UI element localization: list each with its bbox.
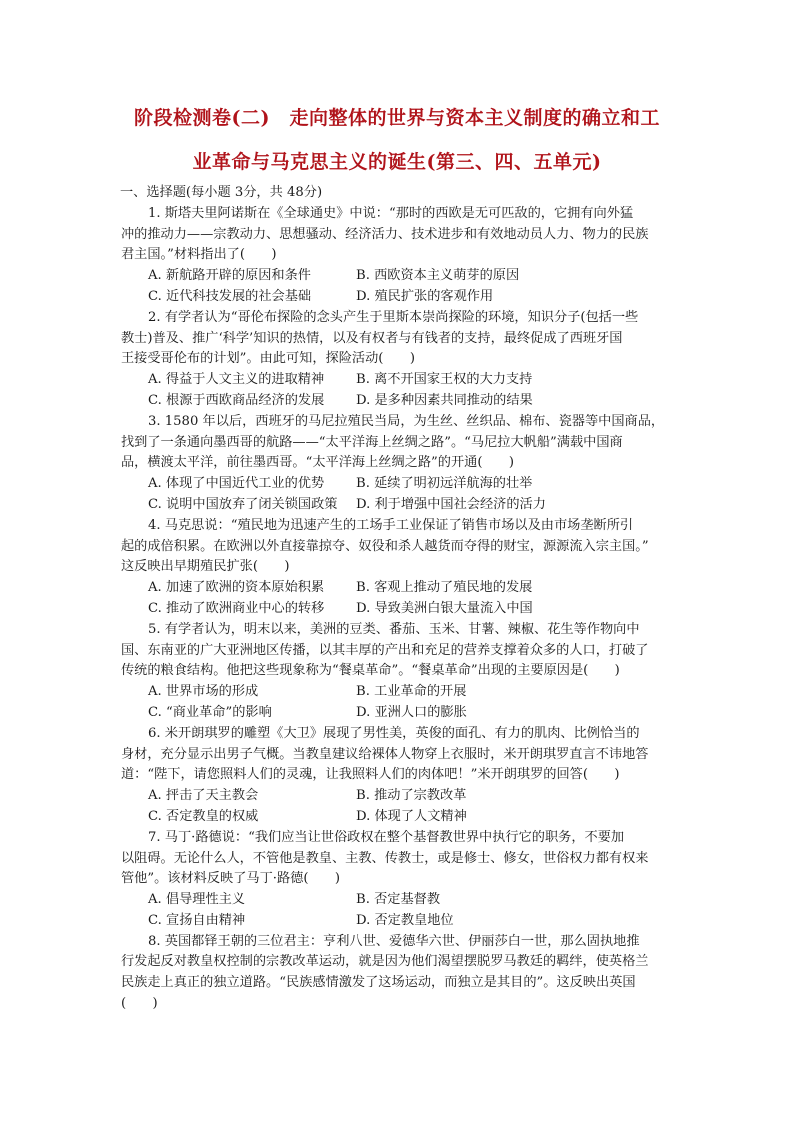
answer-option: C. 根源于西欧商品经济的发展 [148, 392, 325, 408]
question-stem-line: 传统的粮食结构。他把这些现象称为“餐桌革命”。“餐桌革命”出现的主要原因是( ) [121, 663, 620, 679]
answer-option: B. 客观上推动了殖民地的发展 [356, 580, 533, 596]
answer-option: D. 利于增强中国社会经济的活力 [356, 496, 546, 512]
answer-option: A. 加速了欧洲的资本原始积累 [148, 580, 325, 596]
question-8 [120, 932, 676, 1015]
answer-option: D. 否定教皇地位 [356, 912, 454, 928]
question-3 [120, 412, 676, 516]
option-row [120, 890, 676, 911]
question-stem-line: 以阻碍。无论什么人，不管他是教皇、主教、传教士，或是修士、修女，世俗权力都有权来 [121, 850, 649, 866]
question-5 [120, 620, 676, 724]
question-stem-line: 管他”。该材料反映了马丁·路德( ) [121, 871, 341, 887]
question-stem-line: 国、东南亚的广大亚洲地区传播，以其丰厚的产出和充足的营养支撑着众多的人口，打破了 [121, 642, 649, 658]
answer-option: B. 工业革命的开展 [356, 684, 467, 700]
question-1 [120, 204, 676, 308]
option-row [120, 682, 676, 703]
answer-option: A. 得益于人文主义的进取精神 [148, 372, 325, 388]
answer-option: B. 离不开国家王权的大力支持 [356, 372, 533, 388]
question-stem-first-line: 3. 1580 年以后，西班牙的马尼拉殖民当局，为生丝、丝织品、棉布、瓷器等中国商品， [148, 413, 665, 429]
answer-option: B. 延续了明初远洋航海的壮举 [356, 476, 533, 492]
option-row [120, 599, 676, 620]
question-stem-first-line: 8. 英国都铎王朝的三位君主：亨利八世、爱德华六世、伊丽莎白一世，那么固执地推 [148, 933, 640, 949]
answer-option: B. 西欧资本主义萌芽的原因 [356, 268, 520, 284]
answer-option: B. 否定基督教 [356, 892, 441, 908]
answer-option: B. 推动了宗教改革 [356, 788, 467, 804]
answer-option: C. “商业革命”的影响 [148, 704, 272, 720]
answer-option: D. 殖民扩张的客观作用 [356, 288, 494, 304]
question-stem-line: 民族走上真正的独立道路。“民族感情激发了这场运动，而独立是其目的”。这反映出英国 [121, 975, 636, 991]
option-row [120, 786, 676, 807]
question-stem-first-line: 1. 斯塔夫里阿诺斯在《全球通史》中说：“那时的西欧是无可匹敌的，它拥有向外猛 [148, 205, 634, 221]
question-stem-first-line: 4. 马克思说：“殖民地为迅速产生的工场手工业保证了销售市场以及由市场垄断所引 [148, 517, 634, 533]
question-7 [120, 828, 676, 932]
option-row [120, 703, 676, 724]
option-row [120, 370, 676, 391]
question-stem-first-line: 6. 米开朗琪罗的雕塑《大卫》展现了男性美，英俊的面孔、有力的肌肉、比例恰当的 [148, 725, 640, 741]
answer-option: C. 近代科技发展的社会基础 [148, 288, 312, 304]
title-line-1: 阶段检测卷(二) 走向整体的世界与资本主义制度的确立和工 [134, 107, 660, 129]
answer-option: C. 推动了欧洲商业中心的转移 [148, 600, 325, 616]
question-stem-first-line: 7. 马丁·路德说：“我们应当让世俗政权在整个基督教世界中执行它的职务，不要加 [148, 829, 625, 845]
answer-option: D. 体现了人文精神 [356, 808, 467, 824]
answer-option: A. 体现了中国近代工业的优势 [148, 476, 325, 492]
option-row [120, 578, 676, 599]
question-stem-first-line: 5. 有学者认为，明末以来，美洲的豆类、番茄、玉米、甘薯、辣椒、花生等作物向中 [148, 621, 640, 637]
answer-option: A. 倡导理性主义 [148, 892, 246, 908]
question-stem-line: 王接受哥伦布的计划”。由此可知，探险活动( ) [121, 351, 415, 367]
question-stem-line: 教士)普及、推广‘科学’知识的热情，以及有权者与有钱者的支持，最终促成了西班牙国 [121, 330, 623, 346]
question-stem-line: 这反映出早期殖民扩张( ) [121, 559, 290, 575]
section-heading: 一、选择题(每小题 3分，共 48分) [120, 185, 323, 200]
answer-option: A. 世界市场的形成 [148, 684, 259, 700]
answer-option: C. 否定教皇的权威 [148, 808, 259, 824]
answer-option: D. 是多种因素共同推动的结果 [356, 392, 533, 408]
option-row [120, 391, 676, 412]
question-stem-line: ( ) [121, 996, 158, 1012]
question-stem-line: 冲的推动力——宗教动力、思想骚动、经济活力、技术进步和有效地动员人力、物力的民族 [121, 226, 649, 242]
answer-option: C. 宣扬自由精神 [148, 912, 246, 928]
option-row [120, 911, 676, 932]
question-stem-line: 品，横渡太平洋，前往墨西哥。“太平洋海上丝绸之路”的开通( ) [121, 455, 515, 471]
option-row [120, 474, 676, 495]
title-line-2: 业革命与马克思主义的诞生(第三、四、五单元) [192, 151, 602, 173]
question-stem-first-line: 2. 有学者认为“哥伦布探险的念头产生于里斯本崇尚探险的环境，知识分子(包括一些 [148, 309, 639, 325]
answer-option: A. 新航路开辟的原因和条件 [148, 268, 311, 284]
question-list [120, 204, 676, 1015]
option-row [120, 266, 676, 287]
question-stem-line: 身材，充分显示出男子气概。当教皇建议给裸体人物穿上衣服时，米开朗琪罗直言不讳地答 [121, 746, 649, 762]
question-2 [120, 308, 676, 412]
answer-option: A. 抨击了天主教会 [148, 788, 259, 804]
option-row [120, 287, 676, 308]
question-6 [120, 724, 676, 828]
question-4 [120, 516, 676, 620]
answer-option: C. 说明中国放弃了闭关锁国政策 [148, 496, 338, 512]
exam-body [120, 183, 676, 1015]
answer-option: D. 导致美洲白银大量流入中国 [356, 600, 533, 616]
question-stem-line: 起的成倍积累。在欧洲以外直接靠掠夺、奴役和杀人越货而夺得的财宝，源源流入宗主国。” [121, 538, 649, 554]
question-stem-line: 找到了一条通向墨西哥的航路——“太平洋海上丝绸之路”。“马尼拉大帆船”满载中国商 [121, 434, 623, 450]
question-stem-line: 行发起反对教皇权控制的宗教改革运动，就是因为他们渴望摆脱罗马教廷的羁绊，使英格兰 [121, 954, 649, 970]
question-stem-line: 君主国。”材料指出了( ) [121, 247, 277, 263]
option-row [120, 495, 676, 516]
question-stem-line: 道：“陛下，请您照料人们的灵魂，让我照料人们的肉体吧！”米开朗琪罗的回答( ) [121, 767, 620, 783]
option-row [120, 807, 676, 828]
answer-option: D. 亚洲人口的膨胀 [356, 704, 467, 720]
